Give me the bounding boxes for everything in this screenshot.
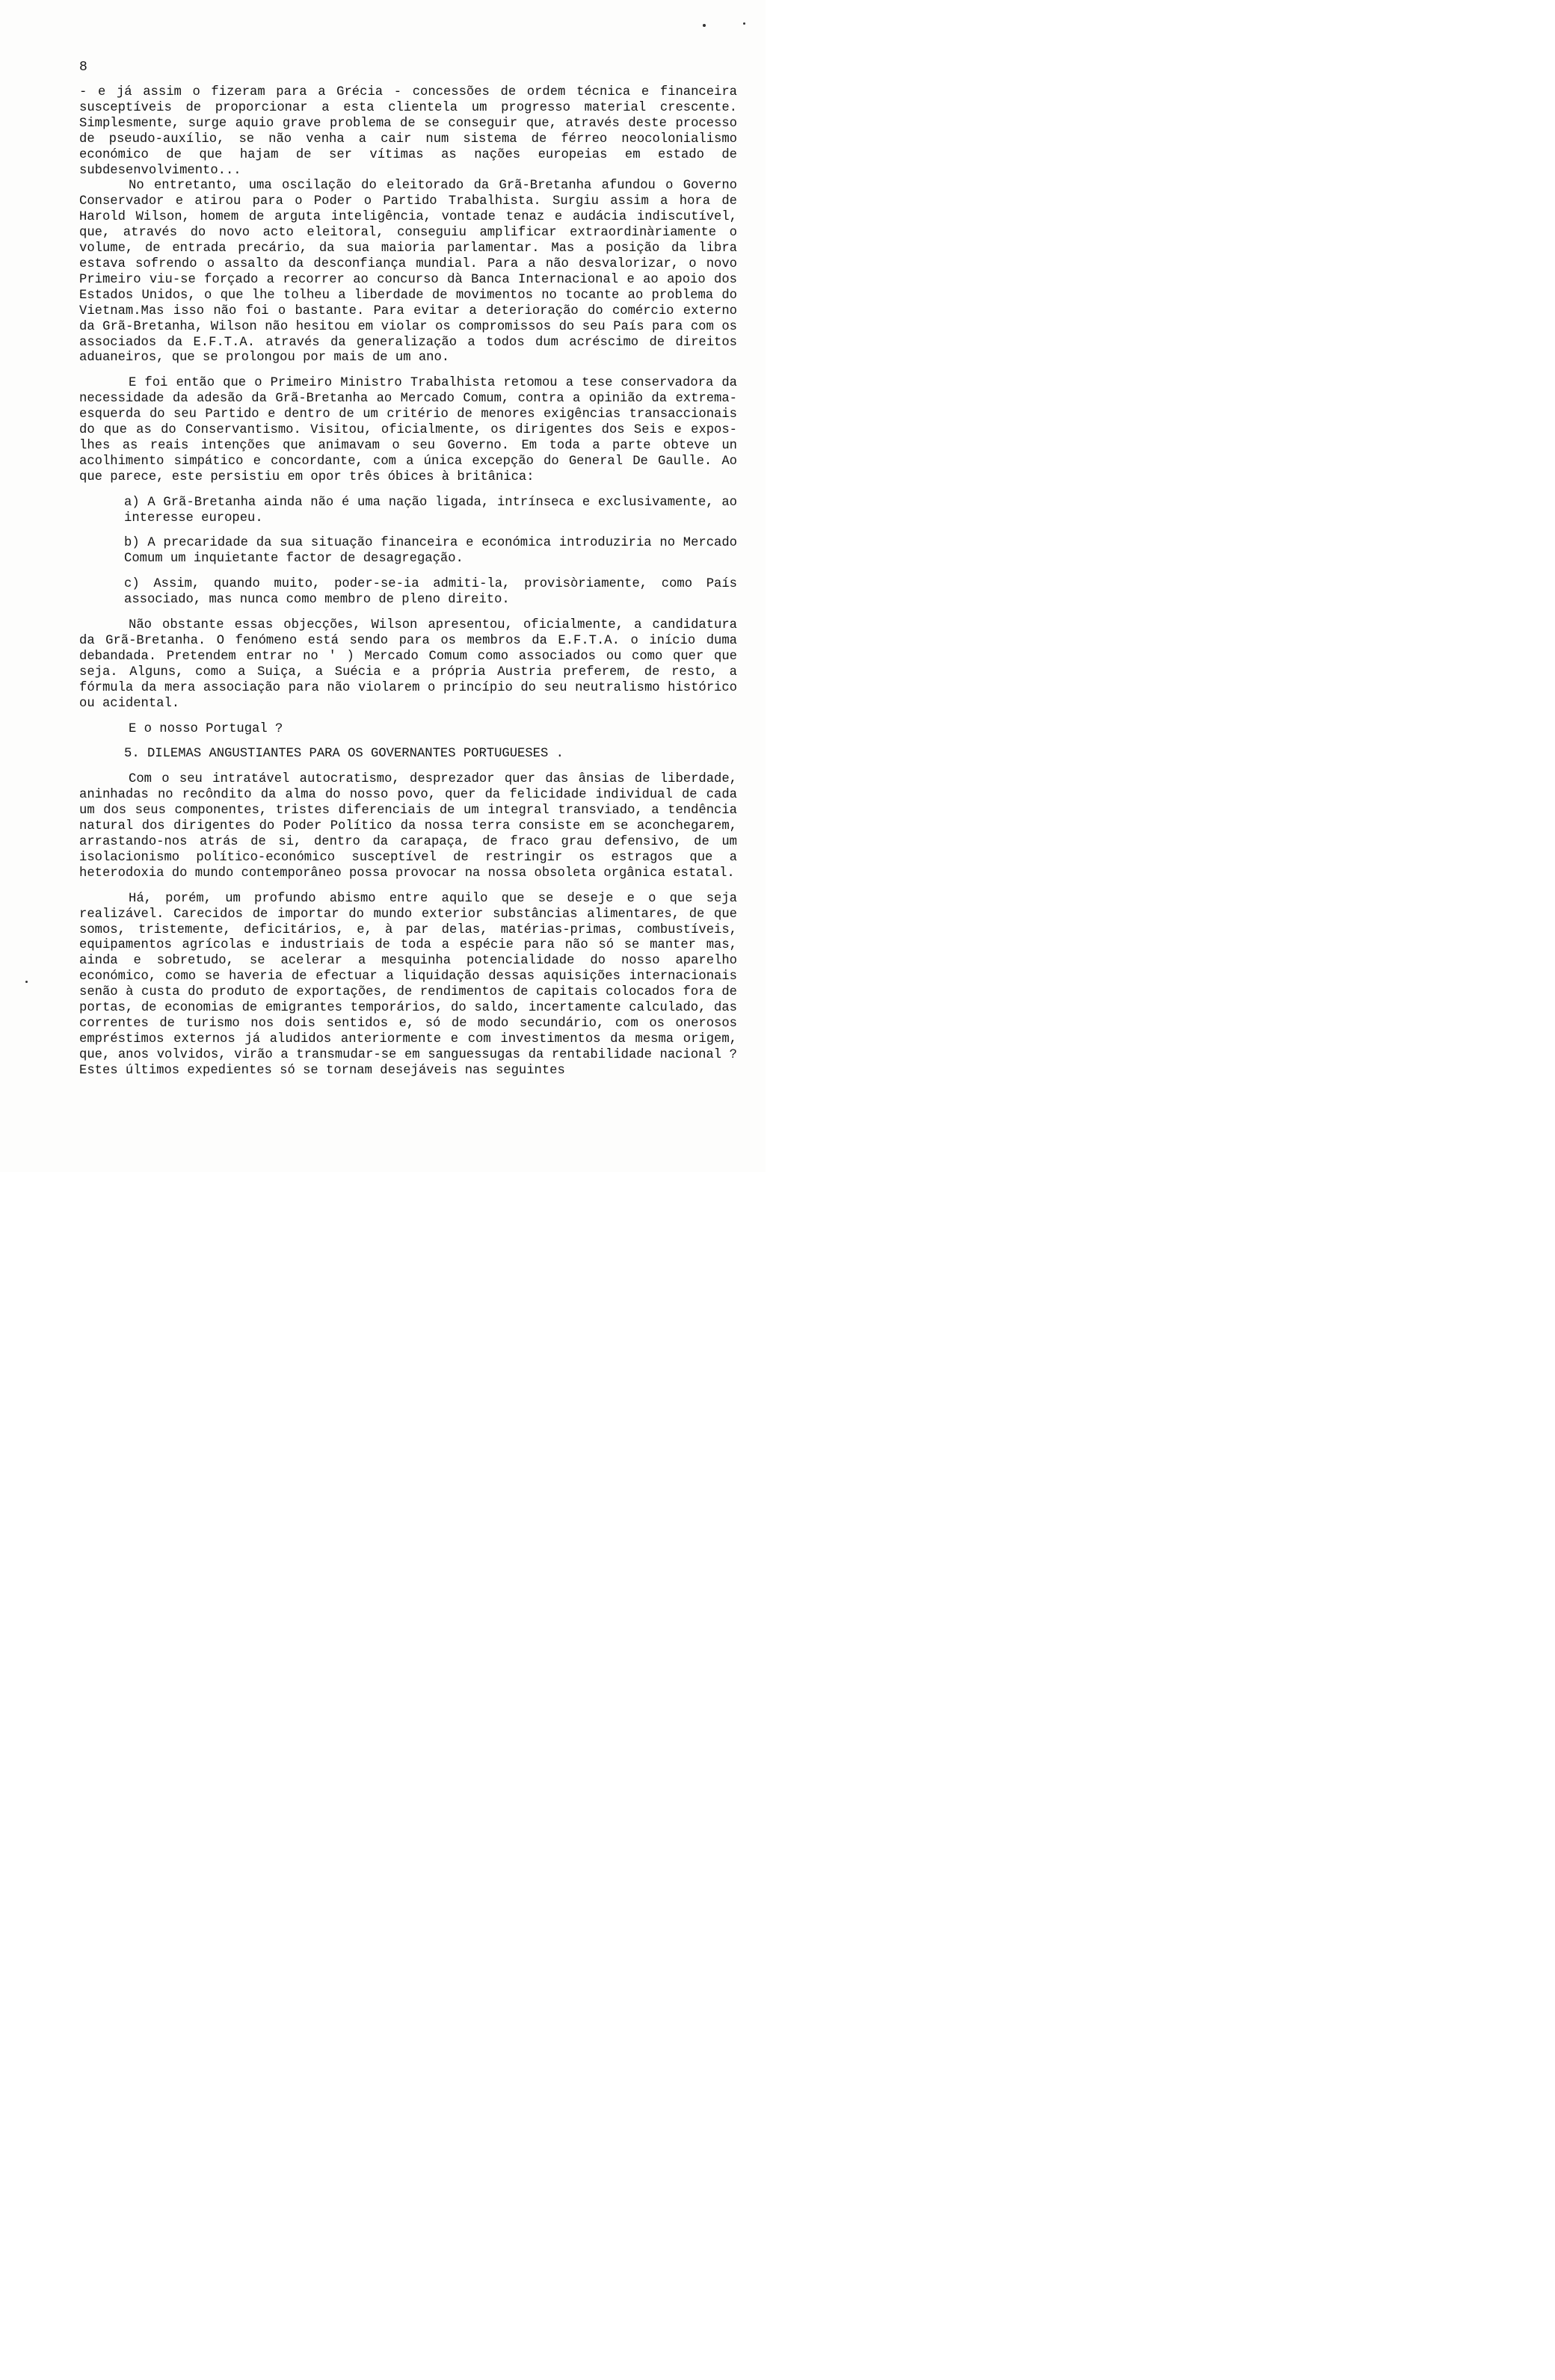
paragraph-objections: Não obstante essas objecções, Wilson apresentou, oficialmente, a candidatura da Grã-Bretanha. O fenómeno está sendo para os membros da E.F.T.A. o início duma debandada. Pretendem entrar no ' ) Mercado Comum como associados ou como quer que seja. Alguns, como a Suiça, a Suécia e a própria Austria preferem, de resto, a fórmula da mera associação para não violarem o princípio do seu neutralismo histórico ou acidental. [79,618,737,711]
scan-speck [743,22,745,25]
paragraph-question: E o nosso Portugal ? [129,721,283,736]
scan-speck [25,981,28,983]
section-heading: 5. DILEMAS ANGUSTIANTES PARA OS GOVERNANTES PORTUGUESES . [124,747,564,762]
list-item-b: b) A precaridade da sua situação financeira e económica introduziria no Mercado Comum um inquietante factor de desagregação. [124,536,737,567]
list-item-c: c) Assim, quando muito, poder-se-ia admiti-la, provisòriamente, como País associado, mas nunca como membro de pleno direito. [124,577,737,608]
scan-speck [703,24,706,27]
body-text [79,85,737,1079]
paragraph-autocratism: Com o seu intratável autocratismo, desprezador quer das ânsias de liberdade, aninhadas no recôndito da alma do nosso povo, quer da felicidade individual de cada um dos seus componentes, tristes diferenciais de um integral transviado, a tendência natural dos dirigentes do Poder Político da nossa terra consiste em se aconchegarem, arrastando-nos atrás de si, dentro da carapaça, de fraco grau defensivo, de um isolacionismo político-económico susceptível de restringir os estragos que a heterodoxia do mundo contemporâneo possa provocar na nossa obsoleta orgânica estatal. [79,772,737,881]
paragraph-continuation: - e já assim o fizeram para a Grécia - concessões de ordem técnica e financeira susceptíveis de proporcionar a esta clientela um progresso material crescente. Simplesmente, surge aquio grave problema de se conseguir que, através deste processo de pseudo-auxílio, se não venha a cair num sistema de férreo neocolonialismo económico de que hajam de ser vítimas as nações europeias em estado de subdesenvolvimento... [79,85,737,178]
document-page [0,0,766,1172]
paragraph-wilson: No entretanto, uma oscilação do eleitorado da Grã-Bretanha afundou o Governo Conservador e atirou para o Poder o Partido Trabalhista. Surgiu assim a hora de Harold Wilson, homem de arguta inteligência, vontade tenaz e audácia indiscutível, que, através do novo acto eleitoral, conseguiu amplificar extraordinàriamente o volume, de entrada precário, da sua maioria parlamentar. Mas a posição da libra estava sofrendo o assalto da desconfiança mundial. Para a não desvalorizar, o novo Primeiro viu-se forçado a recorrer ao concurso dà Banca Internacional e ao apoio dos Estados Unidos, o que lhe tolheu a liberdade de movimentos no tocante ao problema do Vietnam.Mas isso não foi o bastante. Para evitar a deterioração do comércio externo da Grã-Bretanha, Wilson não hesitou em violar os compromissos do seu País para com os associados da E.F.T.A. através da generalização a todos dum acréscimo de direitos aduaneiros, que se prolongou por mais de um ano. [79,179,737,366]
page-number: 8 [79,60,87,75]
paragraph-abyss: Há, porém, um profundo abismo entre aquilo que se deseje e o que seja realizável. Carecidos de importar do mundo exterior substâncias alimentares, de que somos, tristemente, deficitários, e, à par delas, matérias-primas, combustíveis, equipamentos agrícolas e industriais de toda a espécie para não só se manter mas, ainda e sobretudo, se acelerar a mesquinha potencialidade do nosso aparelho económico, como se haveria de efectuar a liquidação dessas aquisições internacionais senão à custa do produto de exportações, de rendimentos de capitais colocados fora de portas, de economias de emigrantes temporários, do saldo, incertamente calculado, das correntes de turismo nos dois sentidos e, só de modo secundário, com os onerosos empréstimos externos já aludidos anteriormente e com investimentos da mesma origem, que, anos volvidos, virão a transmudar-se em sanguessugas da rentabilidade nacional ? Estes últimos expedientes só se tornam desejáveis nas seguintes [79,891,737,1078]
paragraph-adhesion: E foi então que o Primeiro Ministro Trabalhista retomou a tese conservadora da necessidade da adesão da Grã-Bretanha ao Mercado Comum, contra a opinião da extrema-esquerda do seu Partido e dentro de um critério de menores exigências transaccionais do que as do Conservantismo. Visitou, oficialmente, os dirigentes dos Seis e expos-lhes as reais intenções que animavam o seu Governo. Em toda a parte obteve un acolhimento simpático e concordante, com a única excepção do General De Gaulle. Ao que parece, este persistiu em opor três óbices à britânica: [79,376,737,484]
list-item-a: a) A Grã-Bretanha ainda não é uma nação ligada, intrínseca e exclusivamente, ao interesse europeu. [124,495,737,525]
